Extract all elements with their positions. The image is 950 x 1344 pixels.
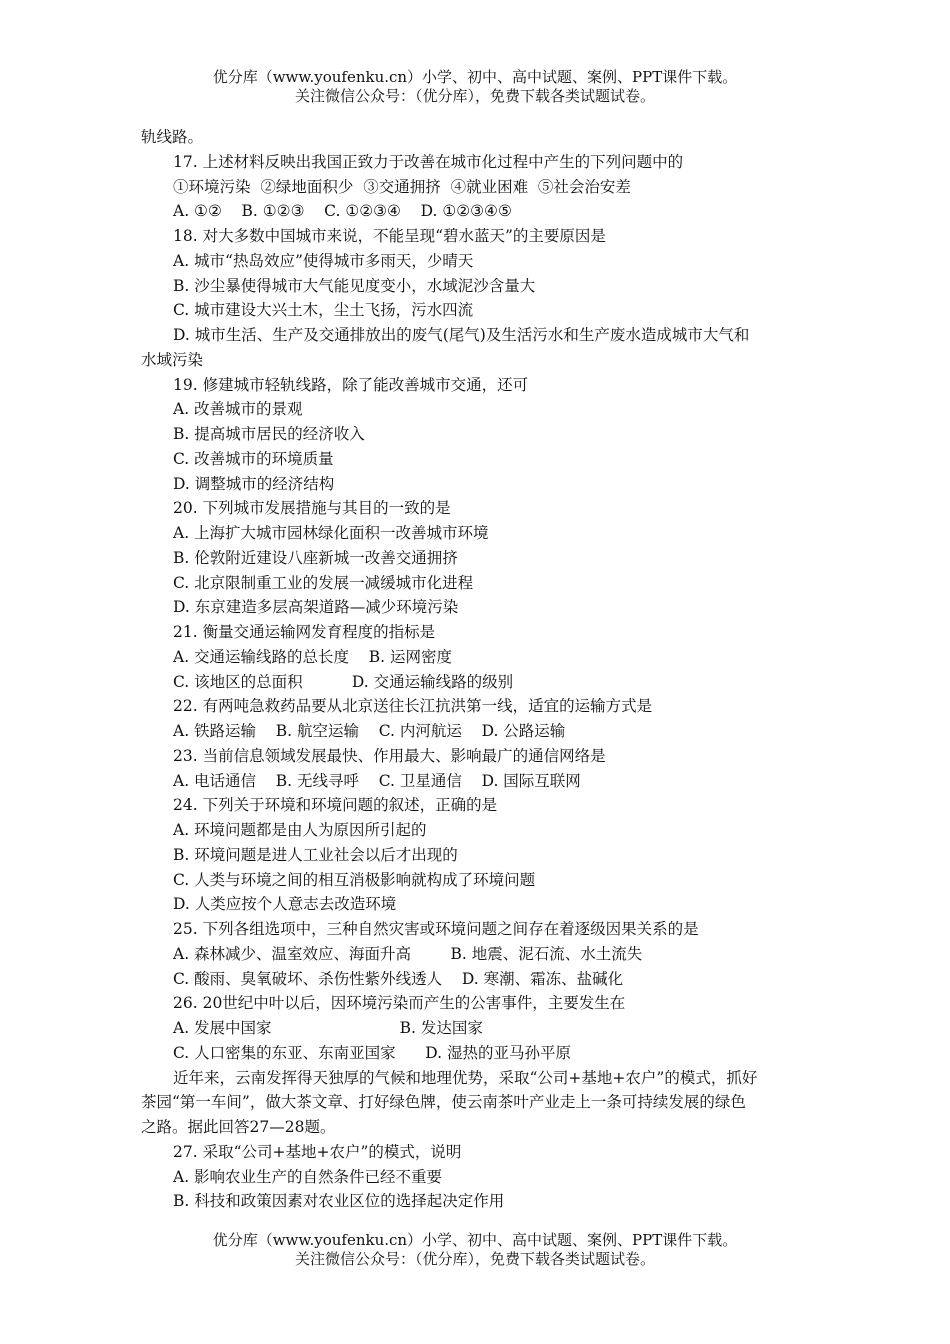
passage-line-1: 近年来，云南发挥得天独厚的气候和地理优势，采取“公司+基地+农户”的模式，抓好 xyxy=(173,1068,758,1087)
text-line: 轨线路。 xyxy=(141,128,204,146)
header-line-2: 关注微信公众号：（优分库），免费下载各类试题试卷。 xyxy=(294,87,655,105)
options-ab: A. 森林减少、温室效应、海面升高 B. 地震、泥石流、水土流失 xyxy=(173,944,643,963)
option-a: A. 城市“热岛效应”使得城市多雨天，少晴天 xyxy=(173,251,474,270)
answer-options: A. 电话通信 B. 无线寻呼 C. 卫星通信 D. 国际互联网 xyxy=(173,771,581,790)
question-27: 27. 采取“公司+基地+农户”的模式，说明 xyxy=(173,1142,462,1161)
page-header xyxy=(0,68,950,106)
question-17: 17. 上述材料反映出我国正致力于改善在城市化过程中产生的下列问题中的 xyxy=(173,152,684,171)
option-a: A. 上海扩大城市园林绿化面积一改善城市环境 xyxy=(173,524,489,542)
options-cd: C. 人口密集的东亚、东南亚国家 D. 湿热的亚马孙平原 xyxy=(173,1043,571,1062)
option-c: C. 改善城市的环境质量 xyxy=(173,449,334,468)
options-cd: C. 酸雨、臭氧破坏、杀伤性紫外线透人 D. 寒潮、霜冻、盐碱化 xyxy=(173,969,624,988)
question-20: 20. 下列城市发展措施与其目的一致的是 xyxy=(173,499,451,518)
question-25: 25. 下列各组选项中，三种自然灾害或环境问题之间存在着逐级因果关系的是 xyxy=(173,920,699,938)
question-24: 24. 下列关于环境和环境问题的叙述，正确的是 xyxy=(173,796,498,815)
option-d: D. 人类应按个人意志去改造环境 xyxy=(173,895,397,914)
passage-line-3: 之路。据此回答27—28题。 xyxy=(141,1118,336,1136)
option-a: A. 影响农业生产的自然条件已经不重要 xyxy=(173,1167,443,1186)
question-22: 22. 有两吨急救药品要从北京送往长江抗洪第一线，适宜的运输方式是 xyxy=(173,697,653,716)
option-a: A. 改善城市的景观 xyxy=(173,400,303,419)
question-21: 21. 衡量交通运输网发育程度的指标是 xyxy=(173,623,436,641)
option-c: C. 城市建设大兴土木，尘土飞扬，污水四流 xyxy=(173,301,474,320)
answer-options: A. 铁路运输 B. 航空运输 C. 内河航运 D. 公路运输 xyxy=(173,722,566,740)
option-b: B. 沙尘暴使得城市大气能见度变小，水域泥沙含量大 xyxy=(173,276,536,295)
header-line-1: 优分库（www.youfenku.cn）小学、初中、高中试题、案例、PPT课件下载。 xyxy=(212,68,738,86)
options-cd: C. 该地区的总面积 D. 交通运输线路的级别 xyxy=(173,672,514,691)
option-d: D. 东京建造多层高架道路—减少环境污染 xyxy=(173,598,459,617)
footer-line-1: 优分库（www.youfenku.cn）小学、初中、高中试题、案例、PPT课件下载。 xyxy=(212,1231,738,1249)
options-ab: A. 交通运输线路的总长度 B. 运网密度 xyxy=(173,647,453,666)
option-a: A. 环境问题都是由人为原因所引起的 xyxy=(173,821,427,839)
document-body xyxy=(141,125,821,1214)
option-b: B. 科技和政策因素对农业区位的选择起决定作用 xyxy=(173,1192,505,1211)
footer-line-2: 关注微信公众号：（优分库），免费下载各类试题试卷。 xyxy=(294,1250,655,1268)
question-23: 23. 当前信息领域发展最快、作用最大、影响最广的通信网络是 xyxy=(173,746,606,765)
option-list: ①环境污染 ②绿地面积少 ③交通拥挤 ④就业困难 ⑤社会治安差 xyxy=(173,177,631,196)
question-26: 26. 20世纪中叶以后，因环境污染而产生的公害事件，主要发生在 xyxy=(173,994,626,1013)
question-19: 19. 修建城市轻轨线路，除了能改善城市交通，还可 xyxy=(173,375,529,394)
passage-line-2: 茶园“第一车间”，做大茶文章、打好绿色牌，使云南茶叶产业走上一条可持续发展的绿色 xyxy=(141,1093,746,1112)
options-ab: A. 发展中国家 B. 发达国家 xyxy=(173,1019,483,1037)
option-b: B. 环境问题是进人工业社会以后才出现的 xyxy=(173,845,458,864)
question-18: 18. 对大多数中国城市来说，不能呈现“碧水蓝天”的主要原因是 xyxy=(173,227,606,245)
option-d: D. 调整城市的经济结构 xyxy=(173,474,335,493)
option-b: B. 伦敦附近建设八座新城一改善交通拥挤 xyxy=(173,548,458,567)
option-c: C. 北京限制重工业的发展一减缓城市化进程 xyxy=(173,573,474,592)
option-c: C. 人类与环境之间的相互消极影响就构成了环境问题 xyxy=(173,870,536,889)
page-footer xyxy=(0,1231,950,1269)
option-d: D. 城市生活、生产及交通排放出的废气(尾气)及生活污水和生产废水造成城市大气和 xyxy=(173,326,750,344)
option-d-continued: 水域污染 xyxy=(141,350,204,369)
option-b: B. 提高城市居民的经济收入 xyxy=(173,425,365,443)
answer-options: A. ①② B. ①②③ C. ①②③④ D. ①②③④⑤ xyxy=(173,202,512,221)
